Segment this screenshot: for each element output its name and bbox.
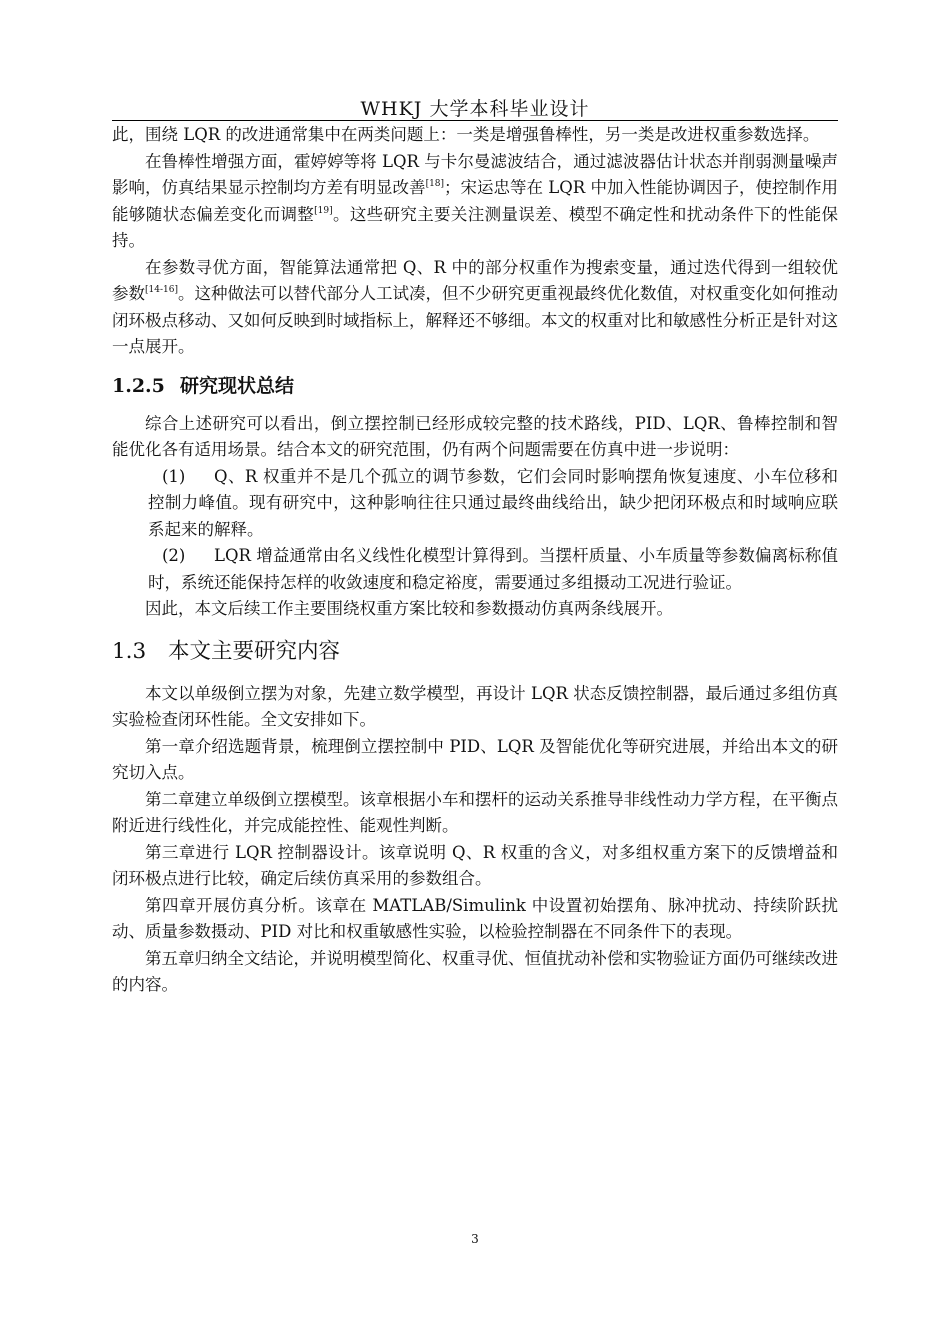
citation-ref: [19] [314,205,333,216]
paragraph-chapter-2: 第二章建立单级倒立摆模型。该章根据小车和摆杆的运动关系推导非线性动力学方程，在平衡点附近进行线性化，并完成能控性、能观性判断。 [112,789,838,835]
list-item-text: LQR 增益通常由名义线性化模型计算得到。当摆杆质量、小车质量等参数偏离标称值时，系统还能保持怎样的收敛速度和稳定裕度，需要通过多组摄动工况进行验证。 [148,546,838,592]
paragraph-chapter-5: 第五章归纳全文结论，并说明模型简化、权重寻优、恒值扰动补偿和实物验证方面仍可继续改进的内容。 [112,948,838,994]
paragraph-text: 在参数寻优方面，智能算法通常把 Q、R 中的部分权重作为搜索变量，通过迭代得到一组较优参数 [112,257,838,303]
list-item-text: Q、R 权重并不是几个孤立的调节参数，它们会同时影响摆角恢复速度、小车位移和控制力峰值。现有研究中，这种影响往往只通过最终曲线给出，缺少把闭环极点和时域响应联系起来的解释。 [148,466,838,539]
paragraph-text: 在鲁棒性增强方面，霍婷婷等将 LQR 与卡尔曼滤波结合，通过滤波器估计状态并削弱测量噪声影响，仿真结果显示控制均方差有明显改善 [112,151,838,197]
header-title: WHKJ 大学本科毕业设计 [360,98,590,120]
list-marker: (1) [162,466,186,486]
paragraph-summary-conclusion: 因此，本文后续工作主要围绕权重方案比较和参数摄动仿真两条线展开。 [145,599,673,618]
list-item [112,464,838,544]
section-title: 研究现状总结 [180,374,295,397]
citation-ref: [14-16] [145,285,178,295]
paragraph-text: 。这种做法可以替代部分人工试凑，但不少研究更重视最终优化数值，对权重变化如何推动闭环极点移动、又如何反映到时域指标上，解释还不够细。本文的权重对比和敏感性分析正是针对这一点展开。 [112,284,839,356]
section-title: 本文主要研究内容 [168,638,341,664]
paragraph: 此，围绕 LQR 的改进通常集中在两类问题上：一类是增强鲁棒性，另一类是改进权重参数选择。 [112,125,820,144]
paragraph-robustness [112,149,838,255]
list-marker: (2) [162,546,186,565]
paragraph-chapter-4: 第四章开展仿真分析。该章在 MATLAB/Simulink 中设置初始摆角、脉冲扰动、持续阶跃扰动、质量参数摄动、PID 对比和权重敏感性实验，以检验控制器在不同条件下的表现。 [112,895,838,941]
page-number: 3 [471,1232,479,1246]
section-heading-1-2-5 [112,371,838,401]
paragraph: 本文以单级倒立摆为对象，先建立数学模型，再设计 LQR 状态反馈控制器，最后通过多组仿真实验检查闭环性能。全文安排如下。 [112,683,838,729]
paragraph-text: 。这些研究主要关注测量误差、模型不确定性和扰动条件下的性能保持。 [112,204,839,250]
paragraph-optimization [112,255,838,361]
paragraph-chapter-1: 第一章介绍选题背景，梳理倒立摆控制中 PID、LQR 及智能优化等研究进展，并给出本文的研究切入点。 [112,736,838,782]
list-item [112,543,838,596]
paragraph-text: ；宋运忠等在 LQR 中加入性能协调因子，使控制作用能够随状态偏差变化而调整 [112,178,839,224]
section-number: 1.3 [112,638,147,664]
section-number: 1.2.5 [112,374,165,397]
paragraph-chapter-3: 第三章进行 LQR 控制器设计。该章说明 Q、R 权重的含义，对多组权重方案下的反馈增益和闭环极点进行比较，确定后续仿真采用的参数组合。 [112,842,838,888]
paragraph-summary-intro: 综合上述研究可以看出，倒立摆控制已经形成较完整的技术路线，PID、LQR、鲁棒控制和智能优化各有适用场景。结合本文的研究范围，仍有两个问题需要在仿真中进一步说明： [112,413,838,459]
section-heading-1-3 [112,635,838,669]
document-body [112,122,838,999]
page-header [112,94,838,121]
citation-ref: [18] [425,179,445,189]
